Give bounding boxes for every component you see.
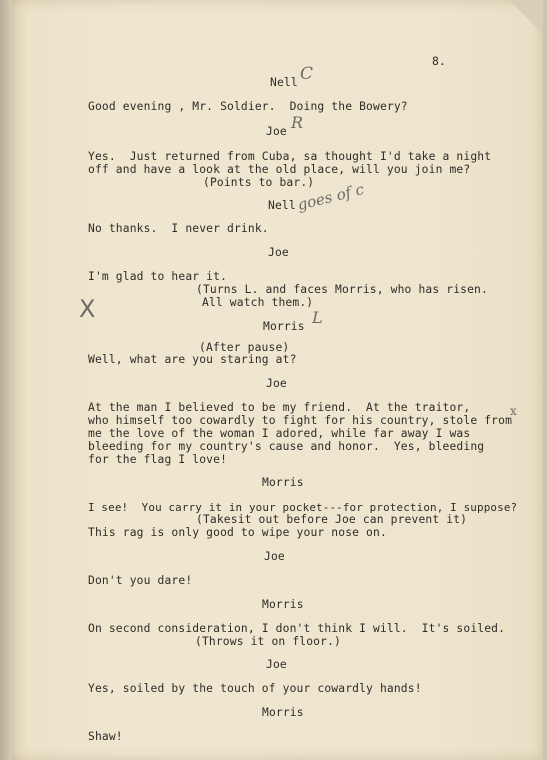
- dialogue-line: On second consideration, I don't think I will. It's soiled.: [88, 622, 506, 635]
- dialogue-line: off and have a look at the old place, will you join me?: [88, 163, 471, 176]
- dialogue-line: bleeding for my country's cause and honor. Yes, bleeding: [88, 440, 485, 453]
- dialogue-line: Don't you dare!: [88, 574, 193, 587]
- stage-direction: All watch them.): [202, 296, 314, 309]
- dialogue-line: No thanks. I never drink.: [88, 222, 269, 235]
- dialogue-line: Good evening , Mr. Soldier. Doing the Bowery?: [88, 100, 408, 113]
- speaker-joe: Joe: [266, 377, 287, 390]
- handwritten-annotation: L: [312, 308, 323, 327]
- stage-direction: (After pause): [199, 341, 290, 354]
- dialogue-line: Yes, soiled by the touch of your cowardly hands!: [88, 682, 422, 695]
- dialogue-line: I see! You carry it in your pocket---for protection, I suppose?: [88, 501, 518, 514]
- stage-direction: (Throws it on floor.): [195, 635, 341, 648]
- handwritten-annotation: X: [79, 295, 96, 323]
- dialogue-line: I'm glad to hear it.: [88, 270, 228, 283]
- speaker-joe: Joe: [266, 125, 287, 138]
- stage-direction: (Takesit out before Joe can prevent it): [196, 513, 468, 526]
- speaker-nell: Nell: [268, 199, 296, 212]
- speaker-morris: Morris: [262, 598, 304, 611]
- page-corner-fold: [509, 0, 543, 34]
- dialogue-line: This rag is only good to wipe your nose on.: [88, 526, 387, 539]
- speaker-joe: Joe: [264, 550, 285, 563]
- handwritten-annotation: C: [300, 64, 314, 84]
- typescript-page: [12, 0, 543, 760]
- speaker-nell: Nell: [270, 76, 298, 89]
- dialogue-line: Well, what are you staring at?: [88, 353, 297, 366]
- speaker-morris: Morris: [262, 706, 304, 719]
- dialogue-line: for the flag I love!: [88, 453, 228, 466]
- dialogue-line: Shaw!: [88, 730, 123, 743]
- speaker-joe: Joe: [268, 246, 289, 259]
- handwritten-annotation: goes of c: [295, 180, 366, 214]
- page-number: 8.: [432, 55, 446, 68]
- dialogue-line: At the man I believed to be my friend. At the traitor,: [88, 401, 471, 414]
- dialogue-line: who himself too cowardly to fight for his country, stole from: [88, 414, 513, 427]
- binding-edge: [0, 0, 12, 760]
- speaker-morris: Morris: [262, 476, 304, 489]
- stage-direction: (Points to bar.): [203, 176, 315, 189]
- handwritten-annotation: R: [291, 113, 304, 132]
- speaker-morris: Morris: [263, 320, 305, 333]
- dialogue-line: Yes. Just returned from Cuba, sa thought I'd take a night: [88, 150, 492, 163]
- speaker-joe: Joe: [266, 658, 287, 671]
- dialogue-line: me the love of the woman I adored, while far away I was: [88, 427, 471, 440]
- stage-direction: (Turns L. and faces Morris, who has risen.: [196, 283, 488, 296]
- margin-tick-mark: x: [510, 404, 517, 418]
